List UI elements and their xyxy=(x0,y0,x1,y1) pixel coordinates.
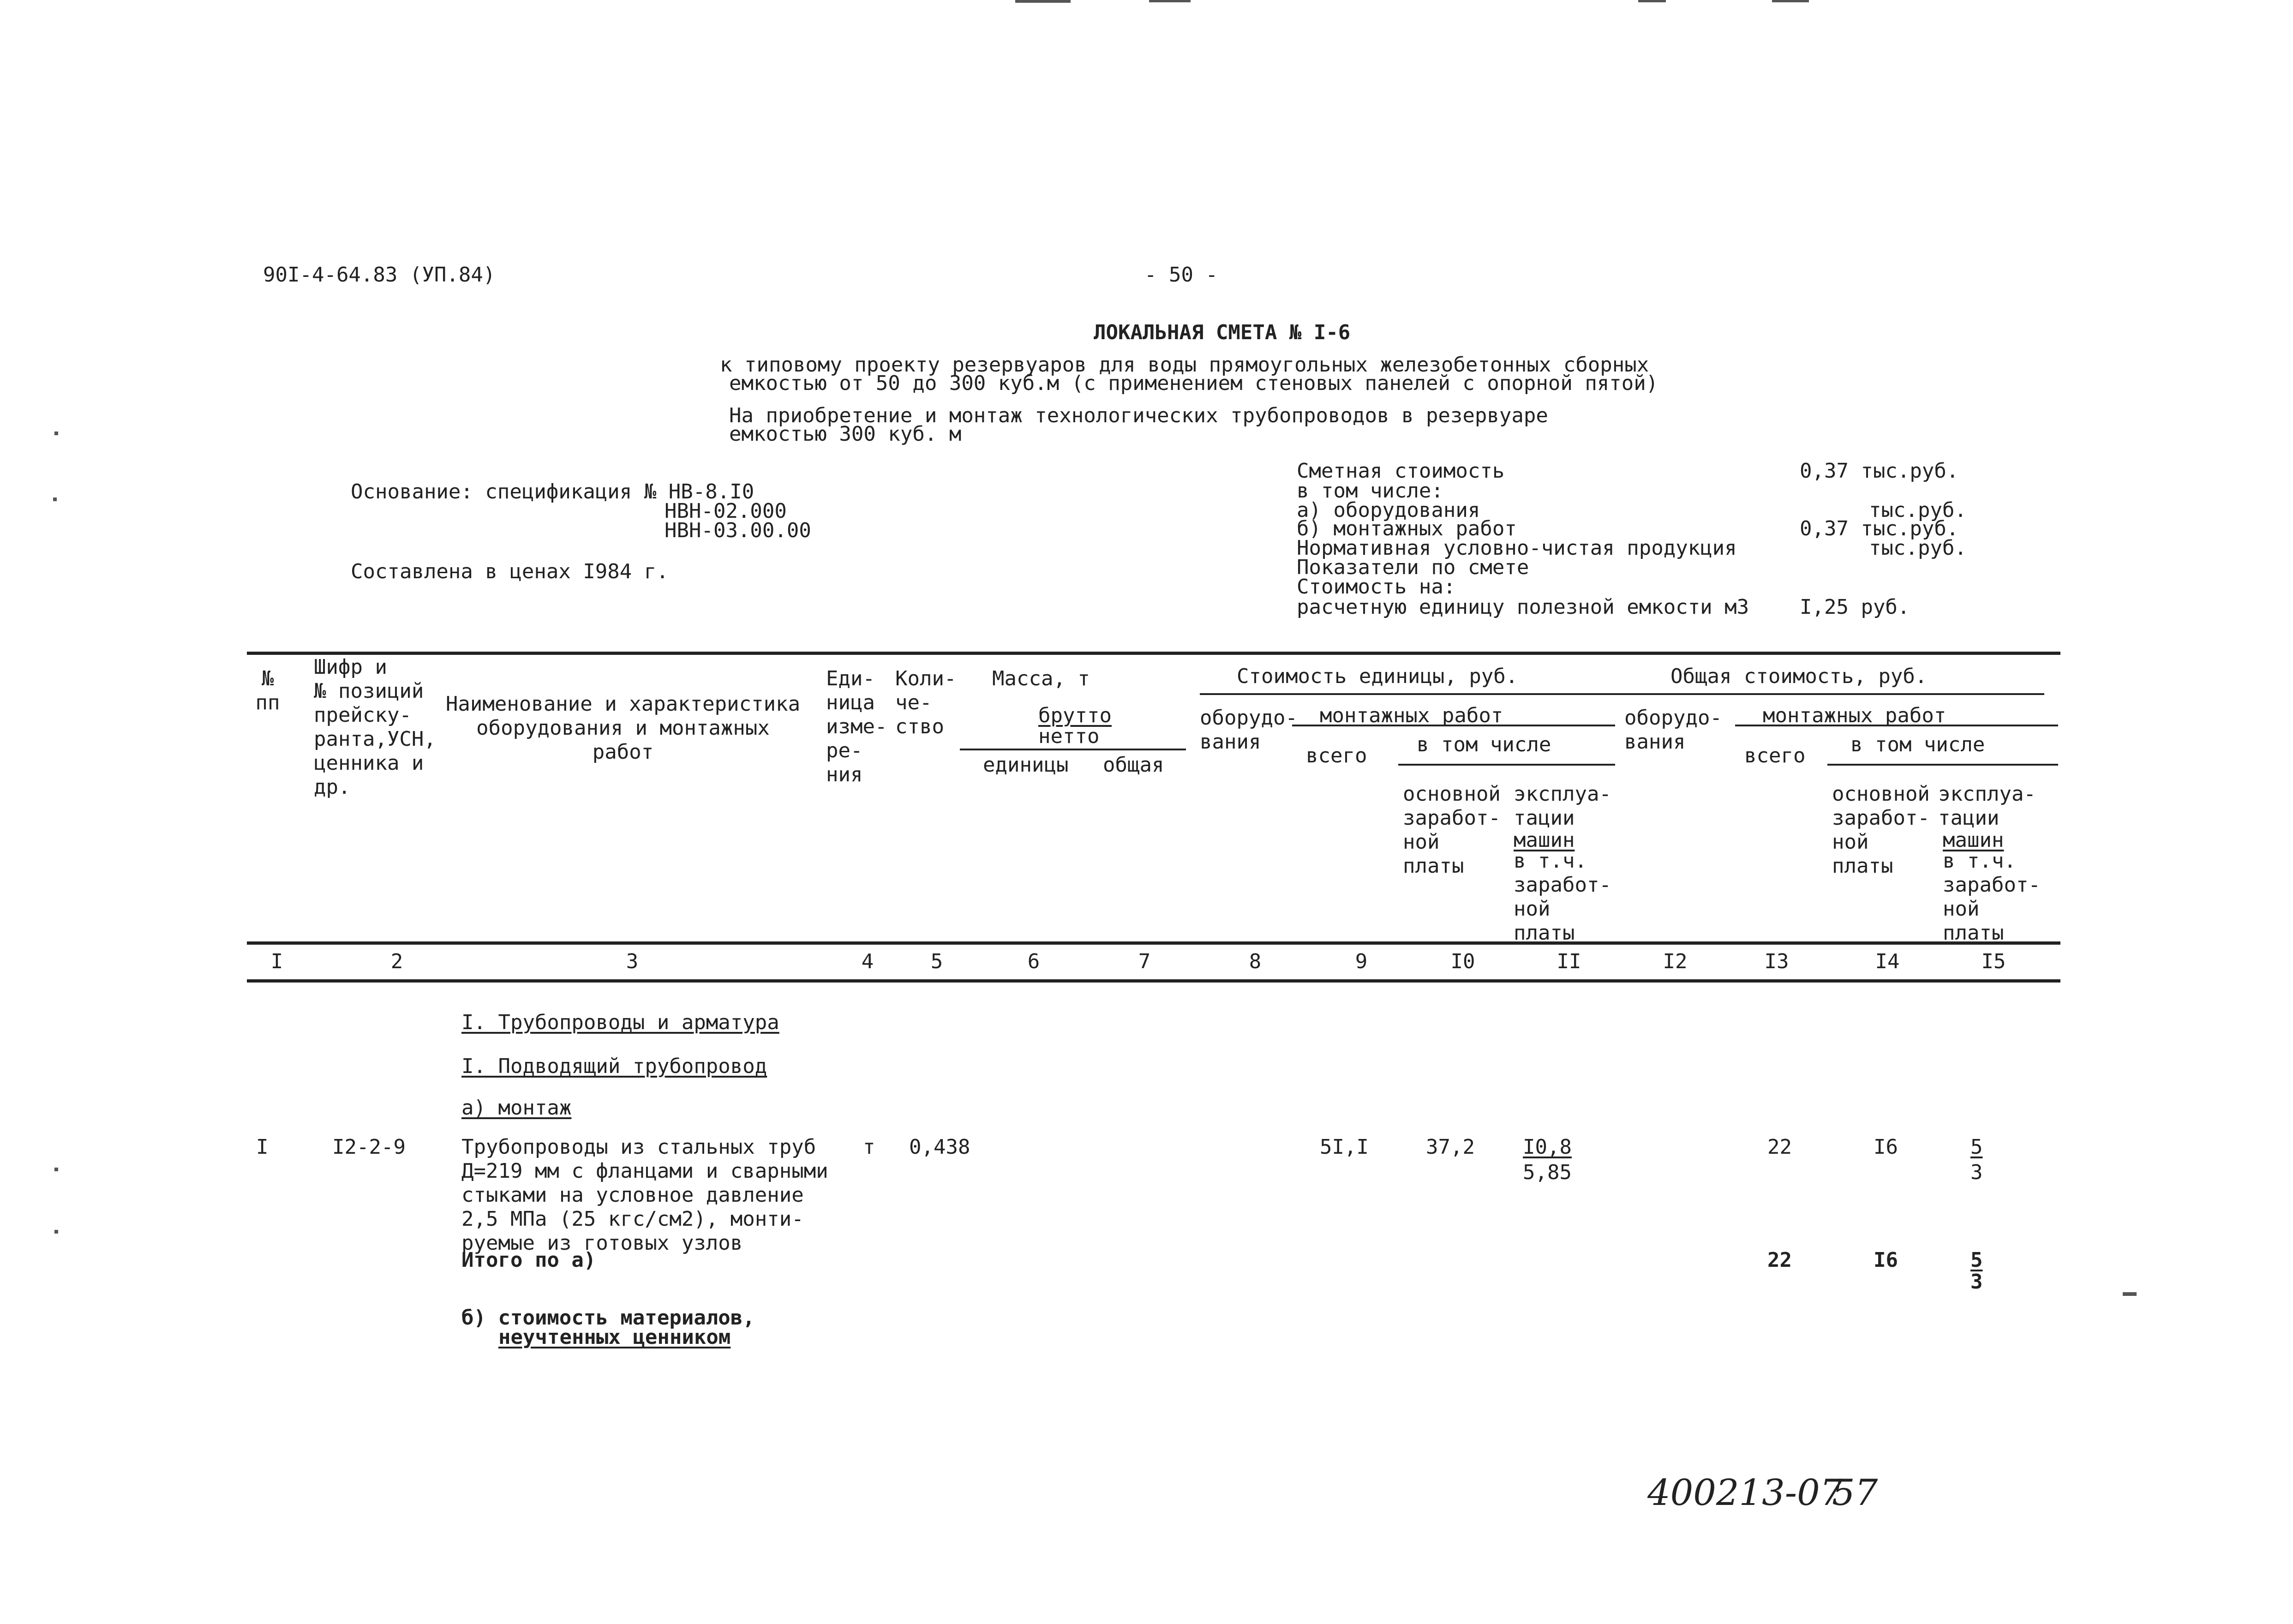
column-number-14: I4 xyxy=(1875,950,1900,973)
total-a-col-13: 22 xyxy=(1767,1248,1792,1272)
header-mass-total: общая xyxy=(1103,753,1164,777)
scan-mark xyxy=(1149,0,1191,2)
summary-npp-label: Нормативная условно-чистая продукция xyxy=(1297,536,1737,560)
header-base-salary-total: основной заработ- ной платы xyxy=(1832,782,1930,878)
header-col-name: Наименование и характеристика оборудования и монтажных работ xyxy=(445,692,801,764)
column-number-11: II xyxy=(1557,950,1581,973)
column-number-1: I xyxy=(270,950,283,973)
page-number: - 50 - xyxy=(1144,263,1218,287)
row-code: I2-2-9 xyxy=(332,1135,406,1159)
summary-install-value: 0,37 тыс.руб. xyxy=(1800,517,1959,540)
column-number-5: 5 xyxy=(930,950,943,973)
summary-npp-value: тыс.руб. xyxy=(1869,536,1967,560)
column-number-8: 8 xyxy=(1249,950,1262,973)
header-col-unit: Еди- ница изме- ре- ния xyxy=(826,667,887,786)
handwritten-stamp: 400213-07 xyxy=(1647,1472,1843,1514)
summary-equipment-label: а) оборудования xyxy=(1297,498,1480,522)
document-title: ЛОКАЛЬНАЯ СМЕТА № I-6 xyxy=(1094,321,1351,344)
header-netto: нетто xyxy=(1038,725,1100,748)
header-rule-cost xyxy=(1200,693,2044,695)
scan-mark xyxy=(53,497,57,501)
scan-mark xyxy=(54,1230,58,1234)
row-description: Трубопроводы из стальных труб Д=219 мм с фланцами и сварными стыками на условное давление 2,5 МПа (25 кгс/см2), монти- руемые из готовых узлов xyxy=(461,1135,828,1255)
column-number-13: I3 xyxy=(1764,950,1789,973)
row-col-15-bottom: 3 xyxy=(1970,1161,1983,1184)
header-equipment-total: оборудо- вания xyxy=(1624,706,1722,754)
header-col-qty: Коли- че- ство xyxy=(895,667,957,738)
scan-mark xyxy=(1638,0,1666,2)
total-a-label: Итого по а) xyxy=(461,1248,596,1272)
header-total-cost: Общая стоимость, руб. xyxy=(1670,665,1928,688)
subtitle-line-4: емкостью 300 куб. м xyxy=(729,422,962,446)
header-machines-total: эксплуа- тации xyxy=(1938,782,2036,830)
summary-indicators: Показатели по смете xyxy=(1297,556,1529,579)
subtitle-line-1: к типовому проекту резервуаров для воды прямоугольных железобетонных сборных xyxy=(720,353,1649,377)
column-number-3: 3 xyxy=(626,950,639,973)
section-heading-2: I. Подводящий трубопровод xyxy=(461,1055,767,1078)
column-numbers-rule xyxy=(247,979,2060,983)
row-col-11-top: I0,8 xyxy=(1523,1135,1572,1159)
total-a-col-14: I6 xyxy=(1874,1248,1898,1272)
subtitle-line-2: емкостью от 50 до 300 куб.м (с применением стеновых панелей с опорной пятой) xyxy=(729,372,1658,395)
header-machines-unit: эксплуа- тации xyxy=(1514,782,1611,830)
column-number-12: I2 xyxy=(1663,950,1688,973)
header-mass-unit: единицы xyxy=(983,753,1069,777)
subsection-b-line-1: б) стоимость материалов, xyxy=(461,1306,755,1330)
basis-label: Основание: спецификация № НВ-8.I0 xyxy=(351,480,754,503)
row-col-11-bottom: 5,85 xyxy=(1523,1161,1572,1184)
header-unit-cost: Стоимость единицы, руб. xyxy=(1237,665,1518,688)
header-bottom-rule xyxy=(247,941,2060,945)
row-col-15-top: 5 xyxy=(1970,1135,1983,1159)
header-rule-incl-unit xyxy=(1398,764,1615,766)
table-top-rule xyxy=(247,652,2060,655)
summary-equipment-value: тыс.руб. xyxy=(1869,498,1967,522)
summary-unit-label: расчетную единицу полезной емкости м3 xyxy=(1297,595,1749,619)
header-base-salary-unit: основной заработ- ной платы xyxy=(1403,782,1501,878)
header-machines-incl-total: в т.ч. заработ- ной платы xyxy=(1943,849,2041,945)
header-all-unit: всего xyxy=(1306,744,1367,767)
section-heading-1: I. Трубопроводы и арматура xyxy=(461,1011,779,1034)
summary-cost-per: Стоимость на: xyxy=(1297,575,1456,599)
row-col-14: I6 xyxy=(1874,1135,1898,1159)
summary-cost-label: Сметная стоимость xyxy=(1297,459,1505,483)
basis-line-2: НВН-02.000 xyxy=(665,499,787,523)
scan-mark xyxy=(54,1168,58,1171)
handwritten-page-number: 57 xyxy=(1832,1472,1878,1514)
row-number: I xyxy=(256,1135,269,1159)
header-install-unit: монтажных работ xyxy=(1320,704,1503,727)
scan-mark xyxy=(2123,1292,2137,1296)
total-a-col-15-top: 5 xyxy=(1970,1248,1983,1272)
header-mass: Масса, т xyxy=(992,667,1090,690)
header-all-total: всего xyxy=(1744,744,1806,767)
header-install-total: монтажных работ xyxy=(1763,704,1946,727)
subsection-b-line-2: неучтенных ценником xyxy=(498,1325,731,1349)
row-quantity: 0,438 xyxy=(909,1135,970,1159)
total-a-col-15-bottom: 3 xyxy=(1970,1270,1983,1294)
header-machines-u-total: машин xyxy=(1943,828,2004,852)
header-machines-u-unit: машин xyxy=(1514,828,1575,852)
column-number-15: I5 xyxy=(1981,950,2006,973)
header-col-code: Шифр и № позиций прейску- ранта,УСН, ценника и др. xyxy=(314,655,436,799)
header-brutto: брутто xyxy=(1038,704,1112,727)
subtitle-line-3: На приобретение и монтаж технологических трубопроводов в резервуаре xyxy=(729,404,1548,427)
summary-install-label: б) монтажных работ xyxy=(1297,517,1517,540)
row-col-10: 37,2 xyxy=(1426,1135,1475,1159)
header-incl-total: в том числе xyxy=(1850,733,1985,756)
scan-mark xyxy=(1015,0,1071,3)
header-col-number: № пп xyxy=(255,667,280,714)
column-number-4: 4 xyxy=(861,950,874,973)
row-col-9: 5I,I xyxy=(1320,1135,1369,1159)
basis-line-3: НВН-03.00.00 xyxy=(665,519,811,542)
prices-basis: Составлена в ценах I984 г. xyxy=(351,560,669,583)
scan-mark xyxy=(54,431,58,435)
summary-including: в том числе: xyxy=(1297,479,1443,503)
summary-cost-value: 0,37 тыс.руб. xyxy=(1800,459,1959,483)
row-unit: т xyxy=(863,1135,875,1159)
header-incl-unit: в том числе xyxy=(1417,733,1551,756)
document-code: 90I-4-64.83 (УП.84) xyxy=(263,263,496,287)
subsection-a: а) монтаж xyxy=(461,1096,572,1120)
column-number-2: 2 xyxy=(390,950,403,973)
column-number-10: I0 xyxy=(1450,950,1475,973)
column-number-9: 9 xyxy=(1355,950,1368,973)
row-col-13: 22 xyxy=(1767,1135,1792,1159)
header-equipment-unit: оборудо- вания xyxy=(1200,706,1298,754)
header-machines-incl-unit: в т.ч. заработ- ной платы xyxy=(1514,849,1611,945)
column-number-6: 6 xyxy=(1027,950,1040,973)
column-number-7: 7 xyxy=(1138,950,1151,973)
header-rule-mass xyxy=(960,749,1186,750)
summary-unit-value: I,25 руб. xyxy=(1800,595,1910,619)
scan-mark xyxy=(1772,0,1809,2)
header-rule-incl-total xyxy=(1827,764,2058,766)
